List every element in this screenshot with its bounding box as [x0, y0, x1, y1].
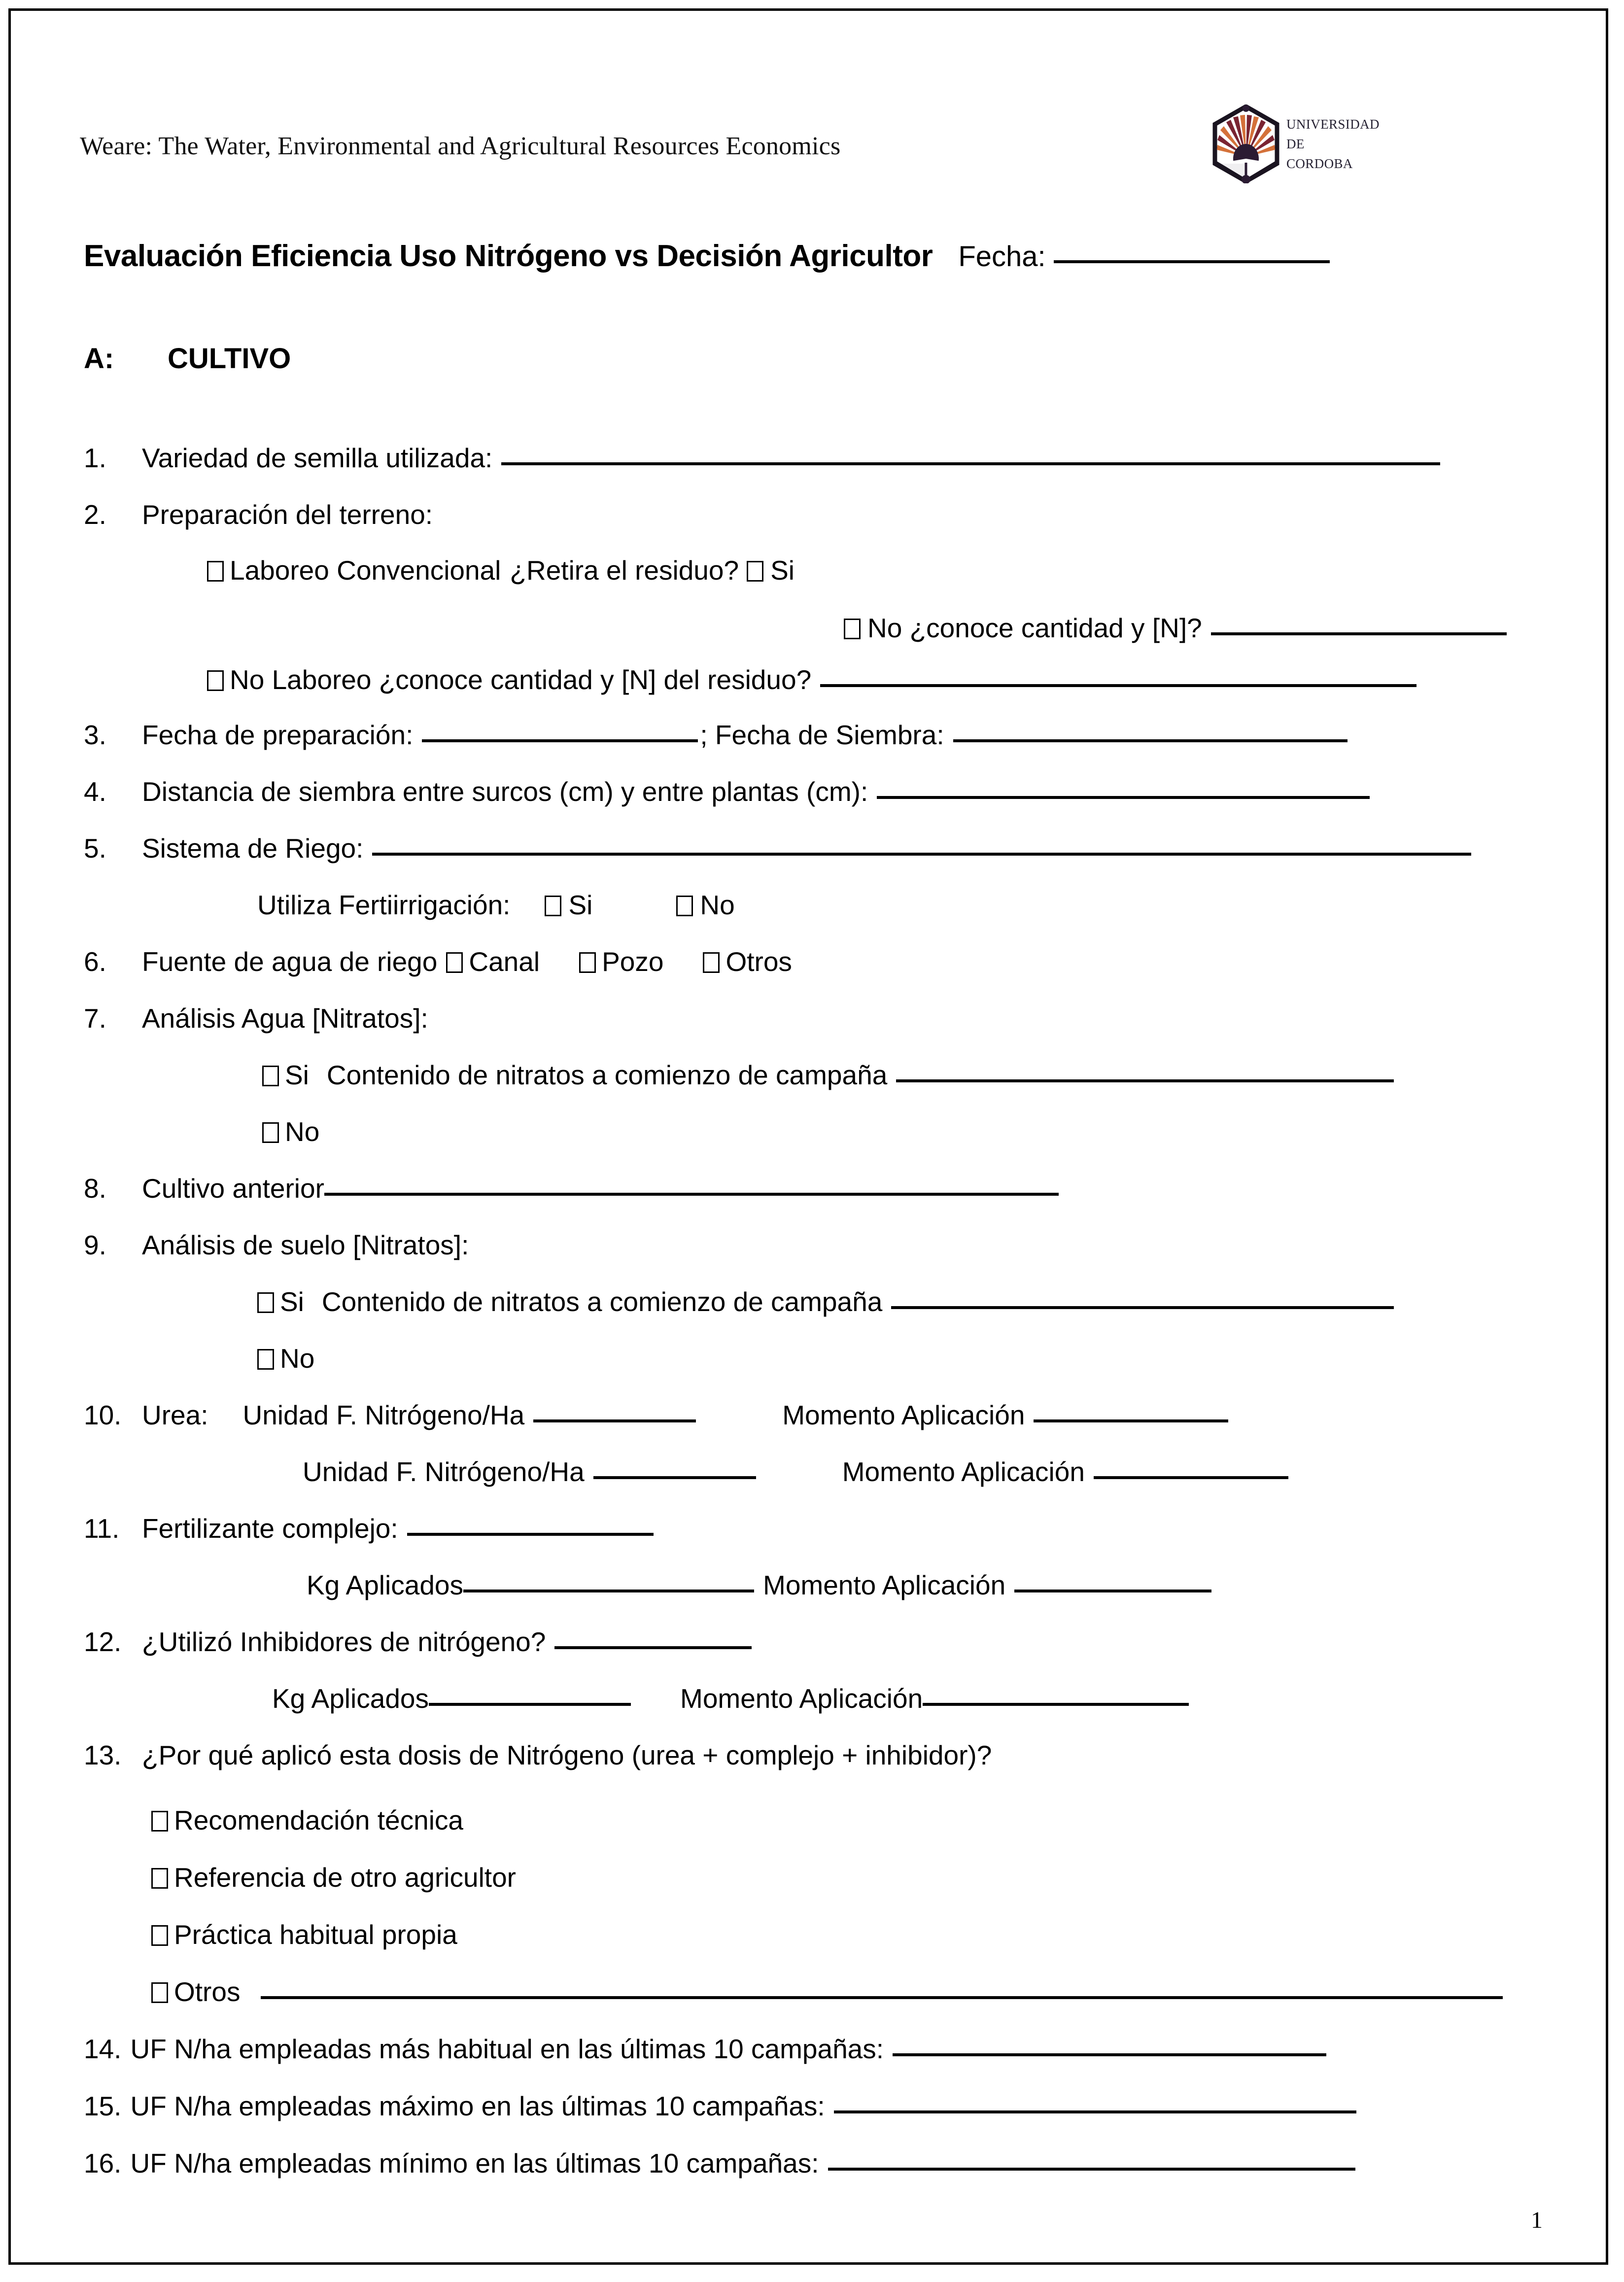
q13-otros-label: Otros	[174, 1976, 241, 2007]
question-11	[84, 1515, 654, 1542]
q10-row1-moment-input[interactable]	[1034, 1419, 1228, 1422]
q6-checkbox-canal[interactable]	[446, 952, 463, 973]
q7-si-label: Si	[285, 1060, 309, 1090]
q4-number: 4.	[84, 776, 106, 807]
section-heading-cultivo	[84, 342, 291, 375]
q5-checkbox-fertiirrigacion-si[interactable]	[545, 896, 561, 916]
question-16	[84, 2150, 1355, 2177]
document-title-row	[84, 239, 1566, 283]
question-10-row-2	[303, 1458, 1288, 1486]
q2-retira-no-input-rule[interactable]	[1211, 632, 1507, 635]
q5-fertiirrigacion-label: Utiliza Fertiirrigación:	[257, 890, 511, 920]
q13-referencia-label: Referencia de otro agricultor	[174, 1862, 516, 1893]
q12-kg-input[interactable]	[429, 1703, 631, 1706]
question-12-sub	[272, 1685, 1189, 1712]
question-9	[84, 1232, 469, 1259]
question-1	[84, 445, 1440, 472]
q16-input-rule[interactable]	[828, 2168, 1355, 2171]
q13-otros-input-rule[interactable]	[261, 1996, 1503, 1999]
q9-checkbox-si[interactable]	[257, 1292, 274, 1313]
q12-kg-label: Kg Aplicados	[272, 1683, 429, 1714]
page-frame	[8, 8, 1608, 2265]
q2-number: 2.	[84, 499, 106, 530]
q2-checkbox-retira-no[interactable]	[844, 619, 861, 639]
q14-label: UF N/ha empleadas más habitual en las últimas 10 campañas:	[130, 2034, 884, 2064]
q13-recomendacion-label: Recomendación técnica	[174, 1805, 464, 1835]
q5-fertiirrigacion-si-label: Si	[568, 890, 593, 920]
q9-checkbox-no[interactable]	[257, 1349, 274, 1370]
q7-number: 7.	[84, 1003, 106, 1034]
question-10-row-1	[84, 1402, 1228, 1429]
q16-label: UF N/ha empleadas mínimo en las últimas 10 campañas:	[130, 2148, 819, 2178]
q13-option-otros	[151, 1978, 1503, 2005]
q8-input-rule[interactable]	[324, 1193, 1059, 1196]
q12-moment-input[interactable]	[923, 1703, 1189, 1706]
q13-practica-label: Práctica habitual propia	[174, 1919, 457, 1950]
q9-si-text: Contenido de nitratos a comienzo de campaña	[321, 1286, 883, 1317]
q11-kg-label: Kg Aplicados	[307, 1570, 463, 1600]
q6-checkbox-pozo[interactable]	[579, 952, 596, 973]
date-input-rule[interactable]	[1054, 260, 1330, 263]
q5-checkbox-fertiirrigacion-no[interactable]	[676, 896, 693, 916]
q3-fecha-siembra-input[interactable]	[953, 739, 1348, 742]
header-institution-line: Weare: The Water, Environmental and Agricultural Resources Economics	[80, 132, 841, 160]
date-label: Fecha:	[958, 241, 1046, 273]
q11-number: 11.	[84, 1513, 120, 1544]
q7-option-no	[262, 1118, 319, 1145]
university-crest-icon	[1211, 104, 1280, 183]
q3-label: Fecha de preparación:	[142, 720, 414, 750]
q10-row2-moment-input[interactable]	[1094, 1476, 1288, 1479]
question-12	[84, 1628, 752, 1656]
q7-no-label: No	[285, 1116, 320, 1147]
q3-number: 3.	[84, 720, 106, 750]
q12-number: 12.	[84, 1626, 122, 1657]
q2-checkbox-retira-si[interactable]	[747, 561, 763, 582]
q5-number: 5.	[84, 833, 106, 864]
q2-option-retira-no	[844, 615, 1507, 642]
question-15	[84, 2093, 1356, 2120]
q9-no-label: No	[280, 1343, 315, 1374]
q14-number: 14.	[84, 2034, 122, 2064]
q2-laboreo-convencional-label: Laboreo Convencional	[230, 555, 501, 586]
page-title: Evaluación Eficiencia Uso Nitrógeno vs Decisión Agricultor	[84, 239, 933, 273]
q11-moment-input[interactable]	[1014, 1590, 1211, 1592]
q13-label: ¿Por qué aplicó esta dosis de Nitrógeno (urea + complejo + inhibidor)?	[142, 1740, 992, 1770]
q10-label: Urea:	[142, 1400, 208, 1430]
logo-line-1: UNIVERSIDAD	[1286, 117, 1380, 132]
q9-si-label: Si	[280, 1286, 304, 1317]
question-3	[84, 722, 1348, 749]
q10-row1-moment-label: Momento Aplicación	[782, 1400, 1025, 1430]
question-2	[84, 501, 433, 528]
q6-label: Fuente de agua de riego	[142, 946, 438, 977]
q4-label: Distancia de siembra entre surcos (cm) y entre plantas (cm):	[142, 776, 868, 807]
q15-number: 15.	[84, 2091, 122, 2121]
q15-label: UF N/ha empleadas máximo en las últimas 10 campañas:	[130, 2091, 825, 2121]
q6-checkbox-otros[interactable]	[703, 952, 720, 973]
university-logo	[1211, 104, 1409, 196]
q3-fecha-preparacion-input[interactable]	[422, 739, 698, 742]
q3-label-2: ; Fecha de Siembra:	[700, 720, 944, 750]
q10-row2-moment-label: Momento Aplicación	[842, 1456, 1085, 1487]
section-name: CULTIVO	[168, 343, 291, 375]
q13-checkbox-otros[interactable]	[151, 1982, 168, 2003]
question-6	[84, 948, 792, 975]
q12-input-rule[interactable]	[554, 1646, 752, 1649]
q13-checkbox-referencia-otro-agricultor[interactable]	[151, 1868, 168, 1889]
logo-line-3: CORDOBA	[1286, 156, 1353, 171]
q4-input-rule[interactable]	[877, 796, 1370, 799]
q12-label: ¿Utilizó Inhibidores de nitrógeno?	[142, 1626, 546, 1657]
q2-label: Preparación del terreno:	[142, 499, 433, 530]
q6-otros-label: Otros	[726, 946, 792, 977]
q2-retira-si-label: Si	[770, 555, 795, 586]
q12-moment-label: Momento Aplicación	[680, 1683, 923, 1714]
question-7	[84, 1005, 428, 1032]
q13-checkbox-practica-habitual[interactable]	[151, 1925, 168, 1946]
q10-number: 10.	[84, 1400, 122, 1430]
q7-label: Análisis Agua [Nitratos]:	[142, 1003, 428, 1034]
q7-checkbox-si[interactable]	[262, 1066, 279, 1086]
q1-number: 1.	[84, 443, 106, 473]
question-11-sub	[307, 1572, 1211, 1599]
q11-moment-label: Momento Aplicación	[763, 1570, 1006, 1600]
question-8	[84, 1175, 1059, 1202]
q2-no-laboreo-input-rule[interactable]	[820, 684, 1417, 687]
question-5	[84, 835, 1471, 862]
q15-input-rule[interactable]	[834, 2110, 1356, 2113]
q2-no-laboreo-label: No Laboreo ¿conoce cantidad y [N] del residuo?	[230, 664, 812, 695]
section-letter: A:	[84, 343, 114, 375]
q13-number: 13.	[84, 1740, 122, 1770]
q2-option-no-laboreo	[207, 666, 1417, 693]
q11-label: Fertilizante complejo:	[142, 1513, 398, 1544]
q5-input-rule[interactable]	[372, 853, 1471, 856]
q10-row1-unit-input[interactable]	[533, 1419, 696, 1422]
q14-input-rule[interactable]	[893, 2053, 1326, 2056]
q10-row2-unit-label: Unidad F. Nitrógeno/Ha	[303, 1456, 585, 1487]
page-content	[11, 11, 1606, 2262]
q7-si-text: Contenido de nitratos a comienzo de campaña	[326, 1060, 888, 1090]
q5-fertiirrigacion-no-label: No	[700, 890, 735, 920]
question-4	[84, 778, 1370, 805]
q9-option-si	[257, 1288, 1394, 1315]
q10-row2-unit-input[interactable]	[593, 1476, 756, 1479]
q5-label: Sistema de Riego:	[142, 833, 364, 864]
q2-retira-no-label: No ¿conoce cantidad y [N]?	[867, 613, 1202, 643]
q13-option-referencia	[151, 1864, 516, 1891]
q7-checkbox-no[interactable]	[262, 1122, 279, 1143]
q5-fertiirrigacion-row	[257, 892, 735, 919]
q13-option-recomendacion	[151, 1807, 463, 1834]
q8-label: Cultivo anterior	[142, 1173, 324, 1204]
q9-label: Análisis de suelo [Nitratos]:	[142, 1230, 469, 1260]
q13-checkbox-recomendacion-tecnica[interactable]	[151, 1811, 168, 1832]
q8-number: 8.	[84, 1173, 106, 1204]
q2-retira-residuo-question: ¿Retira el residuo?	[510, 555, 739, 586]
q10-row1-unit-label: Unidad F. Nitrógeno/Ha	[242, 1400, 525, 1430]
q2-option-laboreo-convencional	[207, 557, 795, 584]
q11-input-rule[interactable]	[407, 1533, 654, 1536]
q6-canal-label: Canal	[469, 946, 540, 977]
q7-option-si	[262, 1062, 1394, 1089]
q1-input-rule[interactable]	[501, 462, 1440, 465]
question-13	[84, 1742, 992, 1769]
page-number: 1	[1531, 2207, 1543, 2233]
q9-number: 9.	[84, 1230, 106, 1260]
q9-si-input-rule[interactable]	[891, 1306, 1394, 1309]
q9-option-no	[257, 1345, 314, 1372]
q13-option-practica	[151, 1921, 457, 1948]
q16-number: 16.	[84, 2148, 122, 2178]
logo-line-2: DE	[1286, 137, 1305, 151]
university-logo-text	[1286, 114, 1380, 173]
q6-pozo-label: Pozo	[602, 946, 664, 977]
q7-si-input-rule[interactable]	[896, 1079, 1394, 1082]
q2-checkbox-no-laboreo[interactable]	[207, 670, 224, 691]
q6-number: 6.	[84, 946, 106, 977]
q11-kg-input[interactable]	[463, 1590, 754, 1592]
document-header	[80, 117, 1561, 206]
q2-checkbox-laboreo-convencional[interactable]	[207, 561, 224, 582]
question-14	[84, 2036, 1326, 2063]
q1-label: Variedad de semilla utilizada:	[142, 443, 493, 473]
